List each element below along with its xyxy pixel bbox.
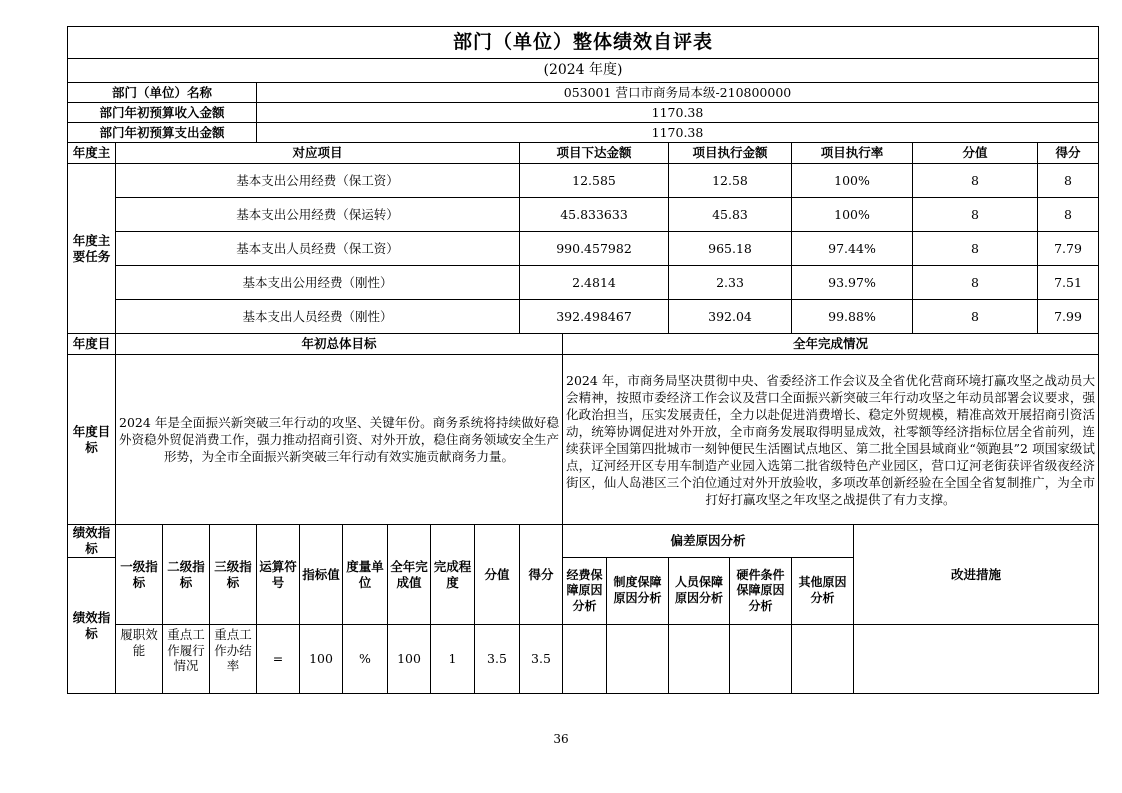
task-rate: 100% (792, 164, 913, 198)
task-got: 7.99 (1038, 300, 1099, 334)
goals-done-text: 2024 年，市商务局坚决贯彻中央、省委经济工作会议及全省优化营商环境打赢攻坚之战动员大会精神，按照市委经济工作会议及营口全面振兴新突破三年行动攻坚之年动员部署会议要求，强化政治担当，压实发展责任，全力以赴促进消费增长、稳定外贸规模，精准高效开展招商引资活动，统筹协调促进对外开放，全市商务发展取得明显成效，社零额等经济指标位居全省前列，连续获评全国第四批城市一刻钟便民生活圈试点地区、第二批全国县域商业“领跑县”2 项国家级试点，辽河经开区专用车制造产业园入选第二批省级特色产业园区，营口辽河老街获评省级夜经济街区，仙人岛港区三个泊位通过对外开放验收，多项改革创新经验在全国全省复制推广，为全市打好打赢攻坚之年攻坚之战提供了有力支撑。 (563, 355, 1099, 525)
improve-header: 改进措施 (854, 525, 1099, 625)
task-rate: 97.44% (792, 232, 913, 266)
task-item: 基本支出公用经费（刚性） (116, 266, 520, 300)
page-number: 36 (553, 732, 569, 746)
task-issued: 392.498467 (520, 300, 669, 334)
tasks-header-item: 对应项目 (116, 143, 520, 164)
table-row (68, 198, 1099, 232)
budget-expense-value: 1170.38 (257, 123, 1099, 143)
table-row (68, 625, 1099, 694)
perf-deviation-funding (563, 625, 607, 694)
task-item: 基本支出公用经费（保运转） (116, 198, 520, 232)
perf-header-degree: 完成程度 (431, 525, 475, 625)
task-got: 7.51 (1038, 266, 1099, 300)
tasks-header-got: 得分 (1038, 143, 1099, 164)
self-evaluation-table (67, 26, 1099, 694)
perf-header-level1: 一级指标 (116, 525, 163, 625)
dept-name-label: 部门（单位）名称 (68, 83, 257, 103)
perf-deviation-other (792, 625, 854, 694)
tasks-header-executed: 项目执行金额 (669, 143, 792, 164)
task-executed: 12.58 (669, 164, 792, 198)
perf-header-operator: 运算符号 (257, 525, 300, 625)
task-issued: 990.457982 (520, 232, 669, 266)
perf-target-value: 100 (300, 625, 343, 694)
table-row (68, 300, 1099, 334)
tasks-header-score: 分值 (913, 143, 1038, 164)
perf-level3: 重点工作办结率 (210, 625, 257, 694)
task-issued: 45.833633 (520, 198, 669, 232)
perf-score: 3.5 (475, 625, 520, 694)
perf-got: 3.5 (520, 625, 563, 694)
tasks-header-issued: 项目下达金额 (520, 143, 669, 164)
perf-unit: % (343, 625, 388, 694)
task-executed: 2.33 (669, 266, 792, 300)
budget-income-label: 部门年初预算收入金额 (68, 103, 257, 123)
goals-side-label: 年度目标 (68, 355, 116, 525)
task-got: 7.79 (1038, 232, 1099, 266)
deviation-staff: 人员保障原因分析 (669, 558, 730, 625)
task-rate: 99.88% (792, 300, 913, 334)
deviation-hardware: 硬件条件保障原因分析 (730, 558, 792, 625)
task-executed: 45.83 (669, 198, 792, 232)
tasks-head-left: 年度主 (68, 143, 116, 164)
task-score: 8 (913, 300, 1038, 334)
report-year: (2024 年度) (68, 59, 1099, 83)
perf-done-value: 100 (388, 625, 431, 694)
task-item: 基本支出人员经费（保工资） (116, 232, 520, 266)
tasks-side-label: 年度主要任务 (68, 164, 116, 334)
deviation-system: 制度保障原因分析 (607, 558, 669, 625)
tasks-header-rate: 项目执行率 (792, 143, 913, 164)
table-row (68, 164, 1099, 198)
task-rate: 100% (792, 198, 913, 232)
goals-target-header: 年初总体目标 (116, 334, 563, 355)
perf-header-got: 得分 (520, 525, 563, 625)
task-executed: 965.18 (669, 232, 792, 266)
goals-target-text: 2024 年是全面振兴新突破三年行动的攻坚、关键年份。商务系统将持续做好稳外资稳外贸促消费工作，强力推动招商引资、对外开放，稳住商务领域安全生产形势，为全市全面振兴新突破三年行动有效实施贡献商务力量。 (116, 355, 563, 525)
deviation-header: 偏差原因分析 (563, 525, 854, 558)
goals-head-left: 年度目 (68, 334, 116, 355)
table-title: 部门（单位）整体绩效自评表 (68, 27, 1099, 59)
perf-deviation-staff (669, 625, 730, 694)
budget-expense-label: 部门年初预算支出金额 (68, 123, 257, 143)
task-score: 8 (913, 266, 1038, 300)
deviation-funding: 经费保障原因分析 (563, 558, 607, 625)
task-item: 基本支出公用经费（保工资） (116, 164, 520, 198)
perf-improve (854, 625, 1099, 694)
goals-done-header: 全年完成情况 (563, 334, 1099, 355)
deviation-other: 其他原因分析 (792, 558, 854, 625)
perf-side-label: 绩效指标 (68, 558, 116, 694)
perf-deviation-system (607, 625, 669, 694)
task-score: 8 (913, 232, 1038, 266)
perf-level1: 履职效能 (116, 625, 163, 694)
perf-operator: = (257, 625, 300, 694)
perf-header-level2: 二级指标 (163, 525, 210, 625)
table-row (68, 232, 1099, 266)
budget-income-value: 1170.38 (257, 103, 1099, 123)
perf-header-level3: 三级指标 (210, 525, 257, 625)
perf-header-done-value: 全年完成值 (388, 525, 431, 625)
task-item: 基本支出人员经费（刚性） (116, 300, 520, 334)
task-issued: 12.585 (520, 164, 669, 198)
perf-header-target-value: 指标值 (300, 525, 343, 625)
dept-name-value: 053001 营口市商务局本级-210800000 (257, 83, 1099, 103)
task-executed: 392.04 (669, 300, 792, 334)
task-score: 8 (913, 198, 1038, 232)
task-rate: 93.97% (792, 266, 913, 300)
task-got: 8 (1038, 198, 1099, 232)
perf-level2: 重点工作履行情况 (163, 625, 210, 694)
task-got: 8 (1038, 164, 1099, 198)
perf-head-left: 绩效指标 (68, 525, 116, 558)
task-score: 8 (913, 164, 1038, 198)
perf-header-unit: 度量单位 (343, 525, 388, 625)
perf-header-score: 分值 (475, 525, 520, 625)
table-row (68, 266, 1099, 300)
perf-degree: 1 (431, 625, 475, 694)
perf-deviation-hardware (730, 625, 792, 694)
task-issued: 2.4814 (520, 266, 669, 300)
